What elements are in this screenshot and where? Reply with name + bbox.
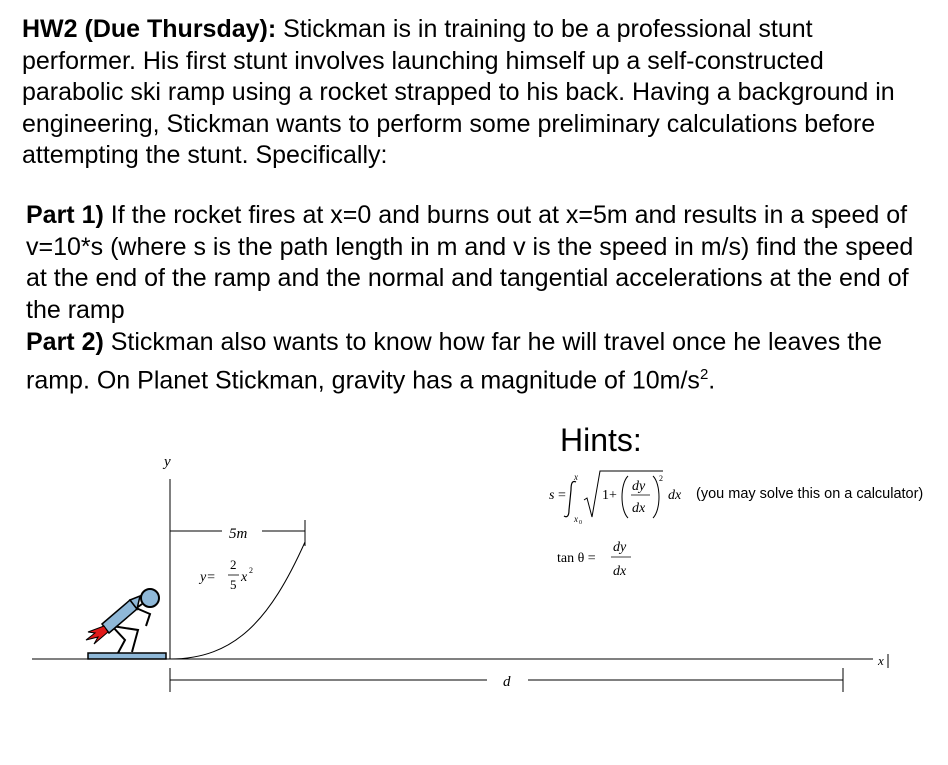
part1-label: Part 1): [26, 201, 104, 229]
curve-exp: 2: [249, 566, 253, 575]
hw-heading: HW2 (Due Thursday):: [22, 15, 277, 43]
arc-upper-limit: x: [574, 472, 578, 482]
y-axis-label: y: [164, 454, 171, 470]
arc-lower-limit: x: [574, 514, 578, 524]
skateboard: [88, 653, 166, 659]
x-axis-label: x: [878, 653, 884, 668]
tan-dy: dy: [613, 540, 627, 555]
part2-text: Stickman also wants to know how far he will travel once he leaves the ramp. On Planet Stickman, gravity has a magnitude of 10m/s: [26, 328, 882, 394]
arc-s: s: [549, 488, 555, 503]
curve-coef-den: 5: [230, 577, 237, 592]
arc-lower-sub: 0: [579, 520, 582, 526]
arc-dx: dx: [632, 501, 646, 516]
width-label: 5m: [229, 526, 248, 542]
arc-length-formula: [549, 471, 682, 526]
left-paren-icon: [622, 476, 628, 518]
stickman-head: [141, 589, 159, 607]
gravity-exponent: 2: [699, 365, 709, 383]
stickman-leg-back: [112, 626, 125, 653]
part2-end: .: [708, 365, 716, 394]
arc-equals: =: [558, 488, 566, 503]
part2-label: Part 2): [26, 328, 104, 356]
curve-eq-lhs: y=: [200, 570, 216, 585]
rocket-flame: [86, 626, 108, 644]
tan-dx: dx: [613, 564, 627, 579]
arc-one-plus: 1+: [602, 488, 617, 503]
part1-text: If the rocket fires at x=0 and burns out at x=5m and results in a speed of v=10*s (where s is the path length in m and v is the speed in m/s) find the speed at the end of the ramp and the normal and tangential accelerations at the end of the ramp: [26, 201, 914, 324]
tan-lhs: tan θ =: [557, 551, 596, 566]
curve-coef-num: 2: [230, 557, 237, 572]
stickman-arm: [136, 608, 150, 626]
curve-var: x: [241, 570, 248, 585]
arc-dy: dy: [632, 479, 646, 494]
parabolic-ramp: [170, 542, 305, 659]
distance-label: d: [503, 674, 511, 690]
hints-title: Hints:: [560, 422, 642, 458]
arc-length-note: (you may solve this on a calculator): [696, 486, 924, 502]
intro-text: Stickman is in training to be a professional stunt performer. His first stunt involves launching himself up a self-constructed parabolic ski ramp using a rocket strapped to his back. Having a background in engineering, Stickman wants to perform some preliminary calculations before attempting the stunt. Specifically:: [22, 15, 895, 169]
tan-formula: [557, 540, 631, 579]
arc-trailing-dx: dx: [668, 488, 682, 503]
stickman: [86, 589, 166, 659]
arc-power: 2: [659, 474, 663, 483]
